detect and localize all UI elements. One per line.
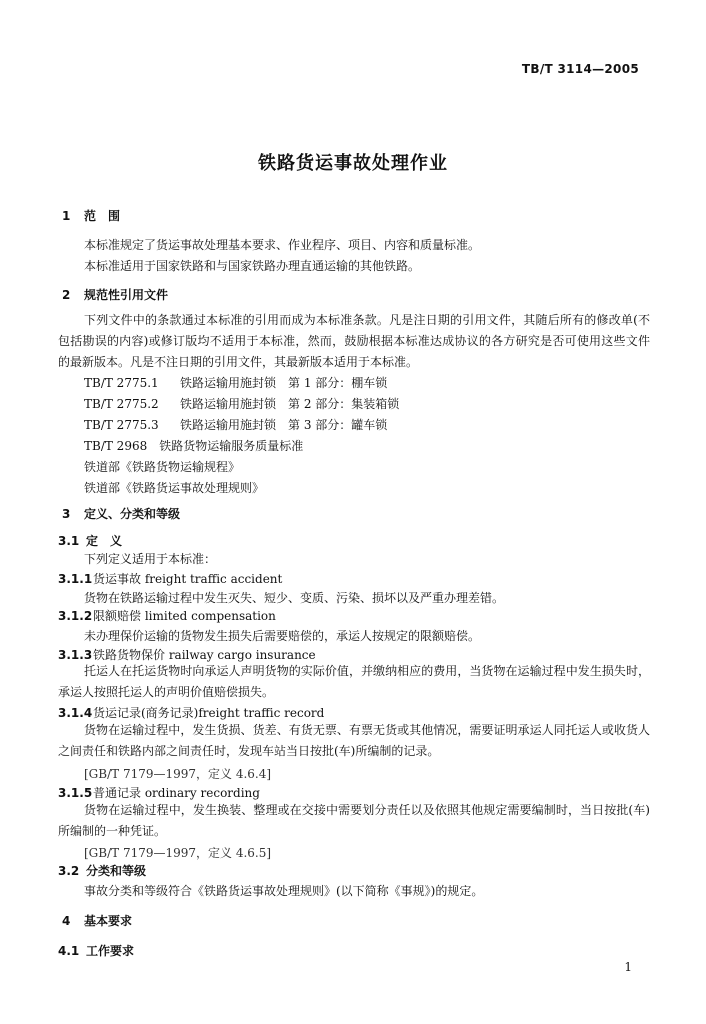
definition-text: 货物在运输过程中，发生换装、整理或在交接中需要划分责任以及依照其他规定需要编制时，当日按批(车)所编制的一种凭证。 <box>58 803 650 838</box>
term-text: 铁路货物保价 railway cargo insurance <box>93 648 316 662</box>
definition-number: 3.1.2 <box>58 609 93 623</box>
reference-item: TB/T 2968 铁路货物运输服务质量标准 <box>84 439 304 453</box>
section-4-heading <box>62 912 132 929</box>
paragraph: 下列定义适用于本标准： <box>84 552 217 566</box>
definition-text: 货物在铁路运输过程中发生灭失、短少、变质、污染、损坏以及严重办理差错。 <box>84 591 505 605</box>
subsection-number: 3.1 <box>58 534 80 548</box>
reference-title: 铁路运输用施封锁 第 1 部分：棚车锁 <box>180 376 388 390</box>
section-title: 规范性引用文件 <box>84 288 169 302</box>
section-title: 范 围 <box>84 209 121 223</box>
reference-item: 铁道部《铁路货运事故处理规则》 <box>84 481 265 495</box>
section-number: 3 <box>62 507 71 521</box>
reference-title: 铁路运输用施封锁 第 3 部分：罐车锁 <box>180 418 388 432</box>
definition-text: 未办理保价运输的货物发生损失后需要赔偿的，承运人按规定的限额赔偿。 <box>84 629 481 643</box>
definition-number: 3.1.5 <box>58 786 93 800</box>
definition-term <box>58 570 282 587</box>
section-number: 2 <box>62 288 71 302</box>
definition-text: 货物在运输过程中，发生货损、货差、有货无票、有票无货或其他情况，需要证明承运人同托运人或收货人之间责任和铁路内部之间责任时，发现车站当日按批(车)所编制的记录。 <box>58 723 650 758</box>
definition-text: 托运人在托运货物时向承运人声明货物的实际价值，并缴纳相应的费用，当货物在运输过程中发生损失时，承运人按照托运人的声明价值赔偿损失。 <box>58 664 650 699</box>
definition-term <box>58 704 324 721</box>
definition-number: 3.1.3 <box>58 648 93 662</box>
citation: [GB/T 7179—1997，定义 4.6.4] <box>84 767 272 781</box>
paragraph: 本标准规定了货运事故处理基本要求、作业程序、项目、内容和质量标准。 <box>84 238 481 252</box>
subsection-heading <box>58 532 122 549</box>
definition-term <box>58 784 260 801</box>
section-2-heading <box>62 286 168 303</box>
subsection-title: 工作要求 <box>86 944 135 958</box>
section-1-heading <box>62 207 120 224</box>
term-text: 普通记录 ordinary recording <box>93 786 260 800</box>
reference-title: 铁路运输用施封锁 第 2 部分：集装箱锁 <box>180 397 400 411</box>
term-text: 限额赔偿 limited compensation <box>93 609 276 623</box>
subsection-heading <box>58 862 146 879</box>
section-number: 4 <box>62 914 71 928</box>
reference-item <box>84 395 399 412</box>
paragraph: 事故分类和等级符合《铁路货运事故处理规则》(以下简称《事规》)的规定。 <box>84 884 484 898</box>
document-title: 铁路货运事故处理作业 <box>258 153 448 174</box>
section-title: 定义、分类和等级 <box>84 507 181 521</box>
subsection-number: 4.1 <box>58 944 80 958</box>
definition-term <box>58 607 276 624</box>
page-number: 1 <box>624 960 632 974</box>
reference-code: TB/T 2775.3 <box>84 418 159 432</box>
subsection-title: 定 义 <box>86 534 123 548</box>
section-title: 基本要求 <box>84 914 133 928</box>
subsection-title: 分类和等级 <box>86 864 147 878</box>
reference-item <box>84 416 387 433</box>
definition-number: 3.1.1 <box>58 572 93 586</box>
citation: [GB/T 7179—1997，定义 4.6.5] <box>84 846 272 860</box>
subsection-heading <box>58 942 134 959</box>
paragraph: 下列文件中的条款通过本标准的引用而成为本标准条款。凡是注日期的引用文件，其随后所有的修改单(不包括勘误的内容)或修订版均不适用于本标准，然而，鼓励根据本标准达成协议的各方研究是否可使用这些文件的最新版本。凡是不注日期的引用文件，其最新版本适用于本标准。 <box>58 313 650 369</box>
term-text: 货运事故 freight traffic accident <box>93 572 283 586</box>
paragraph: 本标准适用于国家铁路和与国家铁路办理直通运输的其他铁路。 <box>84 259 421 273</box>
reference-code: TB/T 2775.2 <box>84 397 159 411</box>
section-3-heading <box>62 505 180 522</box>
section-number: 1 <box>62 209 71 223</box>
definition-number: 3.1.4 <box>58 706 93 720</box>
term-text: 货运记录(商务记录)freight traffic record <box>93 706 325 720</box>
reference-code: TB/T 2775.1 <box>84 376 159 390</box>
reference-item <box>84 374 387 391</box>
subsection-number: 3.2 <box>58 864 80 878</box>
document-code: TB/T 3114—2005 <box>521 62 639 76</box>
reference-item: 铁道部《铁路货物运输规程》 <box>84 460 241 474</box>
